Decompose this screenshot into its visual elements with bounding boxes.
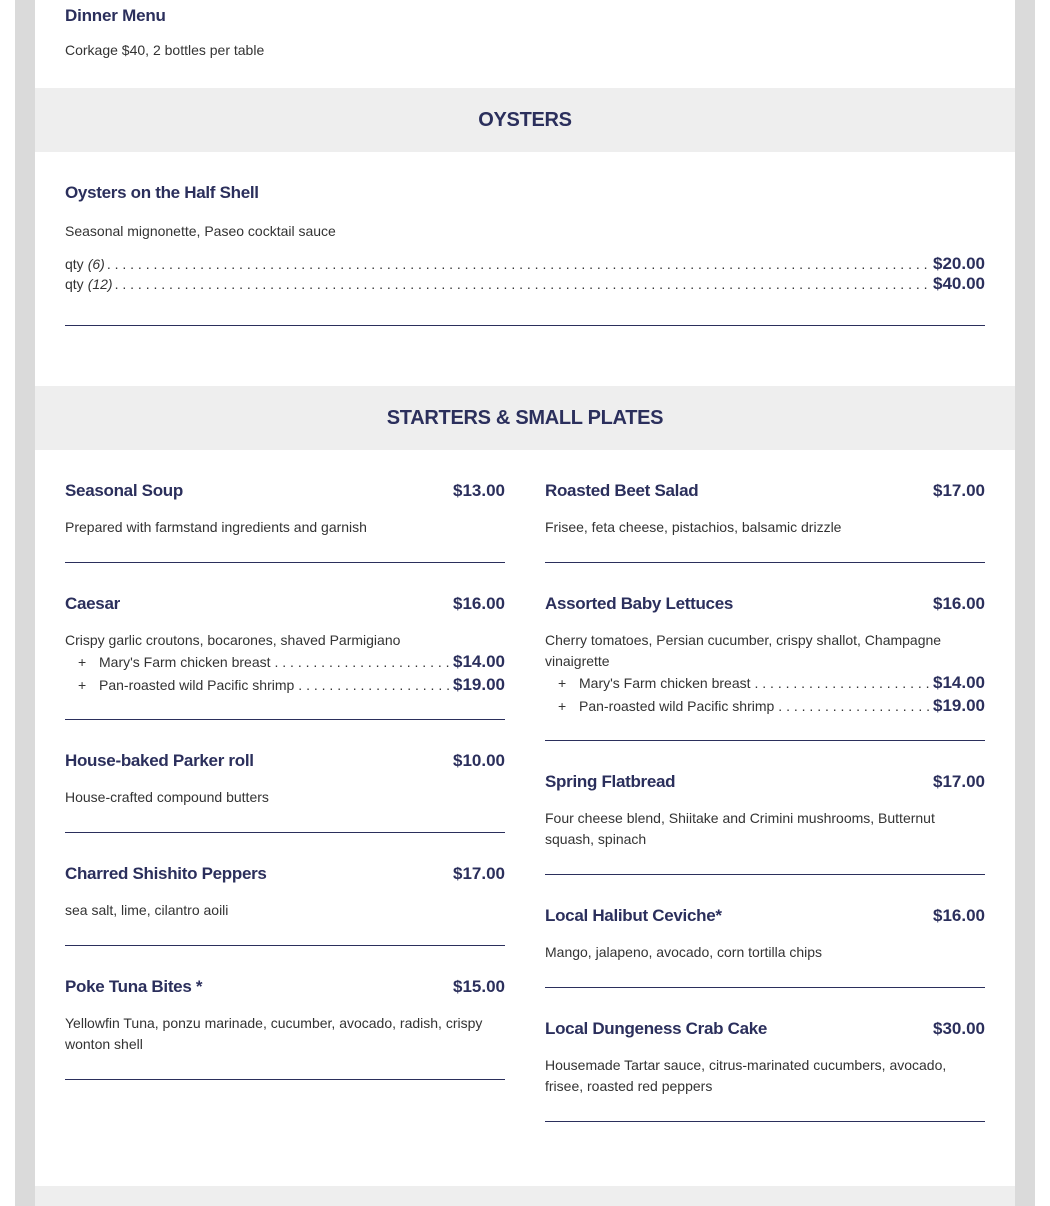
addon-option[interactable] [545, 696, 985, 718]
section-header-oysters: OYSTERS [35, 88, 1015, 152]
item-description: Frisee, feta cheese, pistachios, balsamic drizzle [545, 519, 842, 535]
item-name: Local Dungeness Crab Cake [545, 1019, 768, 1038]
divider [65, 945, 505, 946]
divider [545, 562, 985, 563]
item-name: Poke Tuna Bites * [65, 977, 203, 996]
qty-label: qty (6) [65, 256, 105, 272]
menu-item[interactable] [545, 1019, 985, 1097]
item-name: Assorted Baby Lettuces [545, 594, 734, 613]
item-description: sea salt, lime, cilantro aoili [65, 902, 229, 918]
plus-icon: + [558, 675, 567, 691]
item-name: Seasonal Soup [65, 481, 183, 500]
item-description: House-crafted compound butters [65, 789, 269, 805]
menu-title: Dinner Menu [65, 6, 166, 25]
plus-icon: + [558, 698, 567, 714]
menu-item[interactable] [545, 772, 985, 850]
addon-label: Pan-roasted wild Pacific shrimp [99, 677, 295, 693]
price-option[interactable] [65, 254, 985, 274]
item-name: Caesar [65, 594, 120, 613]
divider [545, 740, 985, 741]
addon-label: Mary's Farm chicken breast [579, 675, 751, 691]
addon-option[interactable] [545, 673, 985, 695]
qty-label: qty (12) [65, 276, 113, 292]
addon-price: $19.00 [453, 675, 505, 694]
page-frame [15, 0, 1035, 1206]
addon-price: $19.00 [933, 696, 985, 715]
leader-dots [275, 654, 452, 670]
item-price: $40.00 [933, 274, 985, 293]
addon-option[interactable] [65, 652, 505, 674]
divider [65, 562, 505, 563]
menu-item[interactable] [65, 594, 505, 697]
plus-icon: + [78, 677, 87, 693]
addon-price: $14.00 [933, 673, 985, 692]
item-price: $17.00 [933, 481, 985, 500]
addon-label: Pan-roasted wild Pacific shrimp [579, 698, 775, 714]
item-name: Charred Shishito Peppers [65, 864, 267, 883]
menu-item[interactable] [545, 906, 985, 963]
item-price: $16.00 [933, 906, 985, 925]
leader-dots [298, 677, 451, 693]
item-description: Prepared with farmstand ingredients and garnish [65, 519, 367, 535]
item-price: $13.00 [453, 481, 505, 500]
item-name: Oysters on the Half Shell [65, 183, 259, 202]
menu-item[interactable] [65, 751, 505, 808]
item-price: $17.00 [453, 864, 505, 883]
menu-card [35, 0, 1015, 1206]
item-name: House-baked Parker roll [65, 751, 254, 770]
price-option[interactable] [65, 274, 985, 294]
divider [545, 1121, 985, 1122]
menu-item[interactable] [65, 977, 505, 1055]
item-description: Cherry tomatoes, Persian cucumber, crispy shallot, Champagne vinaigrette [545, 632, 942, 669]
item-name: Spring Flatbread [545, 772, 676, 791]
item-price: $16.00 [453, 594, 505, 613]
section-header-next [35, 1186, 1015, 1206]
item-description: Seasonal mignonette, Paseo cocktail sauce [65, 223, 336, 239]
plus-icon: + [78, 654, 87, 670]
divider [545, 874, 985, 875]
leader-dots [755, 675, 932, 691]
menu-subtitle: Corkage $40, 2 bottles per table [65, 42, 265, 58]
item-description: Yellowfin Tuna, ponzu marinade, cucumber, avocado, radish, crispy wonton shell [65, 1015, 483, 1052]
item-price: $30.00 [933, 1019, 985, 1038]
item-price: $16.00 [933, 594, 985, 613]
divider [65, 1079, 505, 1080]
divider [65, 719, 505, 720]
divider [65, 832, 505, 833]
item-price: $10.00 [453, 751, 505, 770]
divider [65, 325, 985, 326]
menu-item[interactable] [65, 481, 505, 538]
leader-dots [778, 698, 931, 714]
menu-item[interactable] [545, 481, 985, 538]
divider [545, 987, 985, 988]
section-header-starters: STARTERS & SMALL PLATES [35, 386, 1015, 450]
addon-price: $14.00 [453, 652, 505, 671]
item-description: Housemade Tartar sauce, citrus-marinated cucumbers, avocado, frisee, roasted red peppers [545, 1057, 947, 1094]
addon-label: Mary's Farm chicken breast [99, 654, 271, 670]
menu-item[interactable] [65, 864, 505, 921]
addon-option[interactable] [65, 675, 505, 697]
menu-item[interactable] [545, 594, 985, 718]
item-description: Crispy garlic croutons, bocarones, shaved Parmigiano [65, 632, 401, 648]
item-price: $17.00 [933, 772, 985, 791]
leader-dots [107, 256, 931, 272]
item-description: Mango, jalapeno, avocado, corn tortilla chips [545, 944, 823, 960]
item-name: Local Halibut Ceviche* [545, 906, 722, 925]
leader-dots [115, 276, 931, 292]
item-price: $15.00 [453, 977, 505, 996]
item-description: Four cheese blend, Shiitake and Crimini mushrooms, Butternut squash, spinach [545, 810, 935, 847]
item-name: Roasted Beet Salad [545, 481, 699, 500]
menu-item-oysters[interactable] [65, 183, 985, 294]
item-price: $20.00 [933, 254, 985, 273]
